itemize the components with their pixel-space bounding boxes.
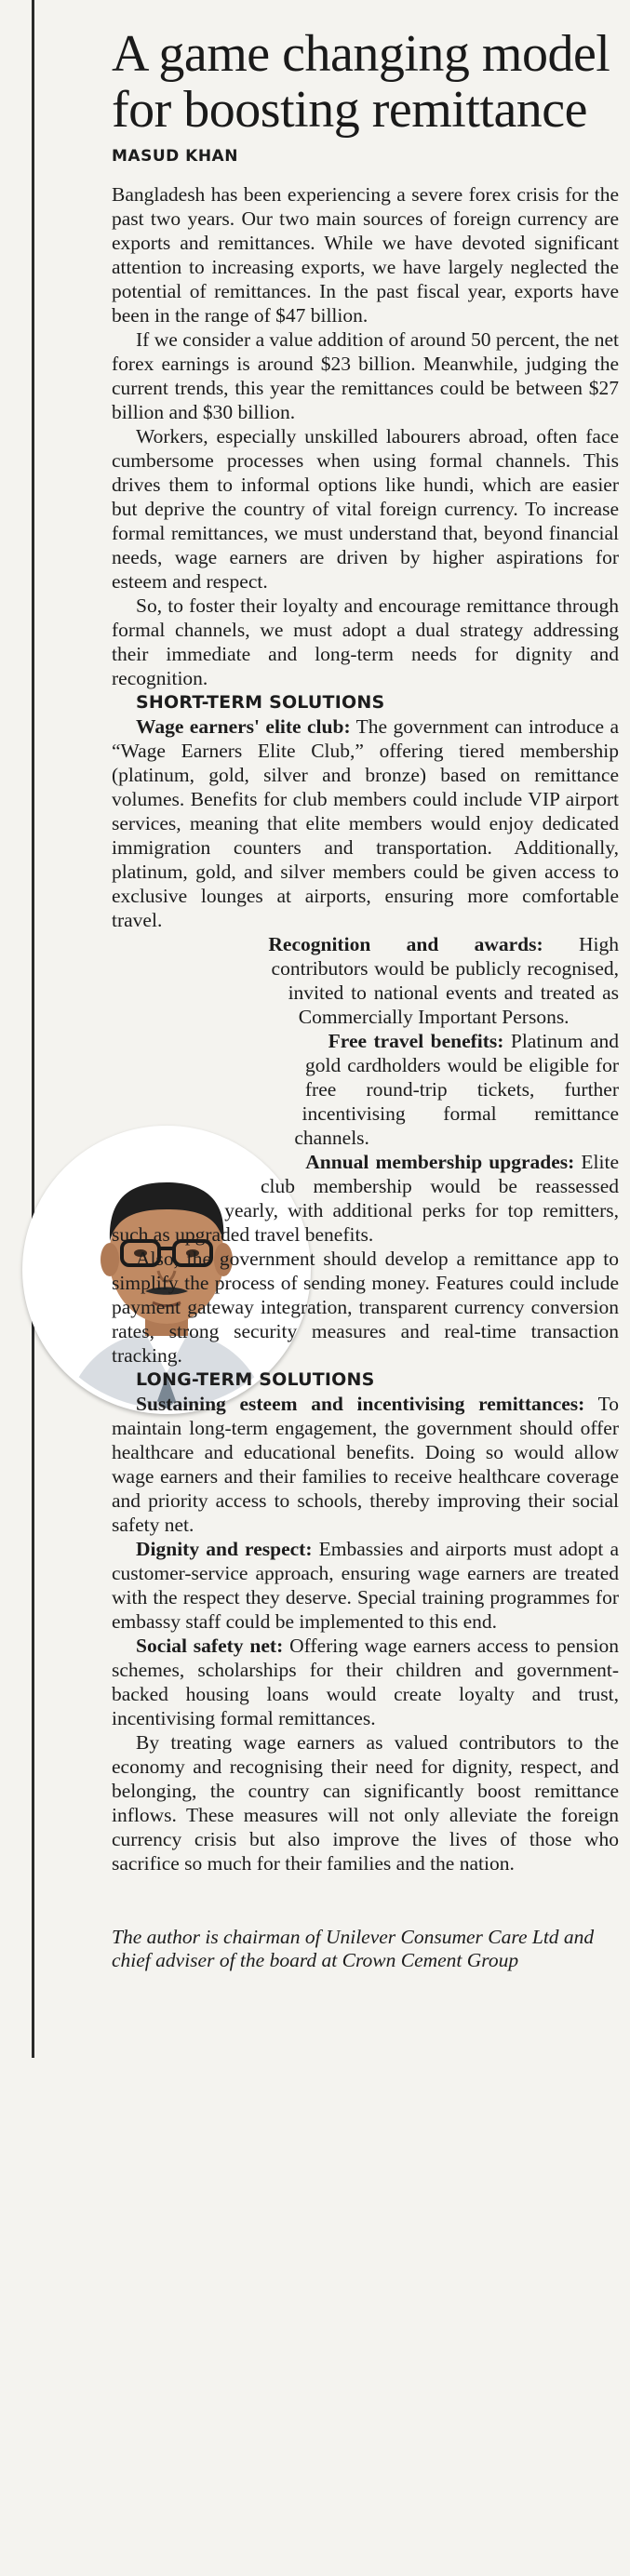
recognition-label: Recognition and awards:: [268, 933, 543, 955]
long-term-heading: LONG-TERM SOLUTIONS: [136, 1369, 375, 1390]
recognition-text: High contributors would be publicly recognised, invited to national events and treated as Commercially Important Persons.: [271, 933, 620, 1028]
esteem-label: Sustaining esteem and incentivising remittances:: [136, 1393, 585, 1415]
safety-text: Offering wage earners access to pension schemes, scholarships for their children and government-backed housing loans would create loyalty and trust, incentivising formal remittances.: [112, 1635, 620, 1729]
paragraph-3: Workers, especially unskilled labourers abroad, often face cumbersome processes when using formal channels. This drives them to informal options like hundi, which are easier but deprive the country of vital foreign currency. To increase formal remittances, we must understand that, beyond financial needs, wage earners are driven by higher aspirations for esteem and respect.: [112, 425, 619, 593]
safety-paragraph: [112, 1634, 619, 1730]
elite-club-text: The government can introduce a “Wage Earners Elite Club,” offering tiered membership (platinum, gold, silver and bronze) based on remittance volumes. Benefits for club members could include VIP airport services, meaning that elite members would enjoy dedicated immigration counters and transportation. Additionally, platinum, gold, and silver members could be given access to exclusive lounges at airports, ensuring more comfortable travel.: [112, 715, 619, 931]
dignity-label: Dignity and respect:: [136, 1538, 313, 1560]
paragraph-1: Bangladesh has been experiencing a severe forex crisis for the past two years. Our two main sources of foreign currency are exports and remittances. While we have devoted significant attention to increasing exports, we have largely neglected the potential of remittances. In the past fiscal year, exports have been in the range of $47 billion.: [112, 183, 619, 327]
travel-text: Platinum and gold cardholders would be eligible for free round-trip tickets, further incentivising formal remittance channels.: [294, 1030, 619, 1149]
esteem-paragraph: [112, 1392, 619, 1537]
elite-club-label: Wage earners' elite club:: [136, 715, 351, 738]
photo-wrap-space: [0, 932, 307, 1211]
esteem-text: To maintain long-term engagement, the government should offer healthcare and educational benefits. Doing so would allow wage earners and their families to receive healthcare coverage and priority access to schools, thereby improving their social safety net.: [112, 1393, 619, 1536]
author-note: The author is chairman of Unilever Consumer Care Ltd and chief adviser of the board at Crown Cement Group: [112, 1926, 595, 1971]
headline: A game changing model for boosting remittance: [112, 25, 610, 139]
elite-club-paragraph: [112, 714, 619, 932]
dignity-paragraph: [112, 1537, 619, 1634]
upgrade-text: Elite club membership would be reassessed yearly, with additional perks for top remitters, such as upgraded travel benefits.: [112, 1151, 620, 1246]
paragraph-2: If we consider a value addition of around 50 percent, the net forex earnings is around $23 billion. Meanwhile, judging the current trends, this year the remittances could be between $27 billion and $30 billion.: [112, 328, 619, 423]
paragraph-4: So, to foster their loyalty and encourage remittance through formal channels, we must adopt a dual strategy addressing their immediate and long-term needs for dignity and recognition.: [112, 594, 619, 689]
upgrade-label: Annual membership upgrades:: [305, 1151, 575, 1173]
app-paragraph: Also, the government should develop a remittance app to simplify the process of sending money. Features could include payment gateway integration, transparent currency conversion rates, strong security measures and real-time transaction tracking.: [112, 1248, 619, 1367]
article-column: [112, 0, 619, 1972]
conclusion-paragraph: By treating wage earners as valued contributors to the economy and recognising their need for dignity, respect, and belonging, the country can significantly boost remittance inflows. These measures will not only alleviate the foreign currency crisis but also improve the lives of those who sacrifice so much for their families and the nation.: [112, 1731, 619, 1875]
travel-label: Free travel benefits:: [328, 1030, 504, 1052]
article-body: [112, 182, 619, 1875]
byline: MASUD KHAN: [112, 147, 238, 166]
dignity-text: Embassies and airports must adopt a customer-service approach, ensuring wage earners are treated with the respect they deserve. Special training programmes for embassy staff could be implemented to this end.: [112, 1538, 619, 1633]
short-term-heading: SHORT-TERM SOLUTIONS: [136, 692, 385, 713]
safety-label: Social safety net:: [136, 1635, 284, 1657]
